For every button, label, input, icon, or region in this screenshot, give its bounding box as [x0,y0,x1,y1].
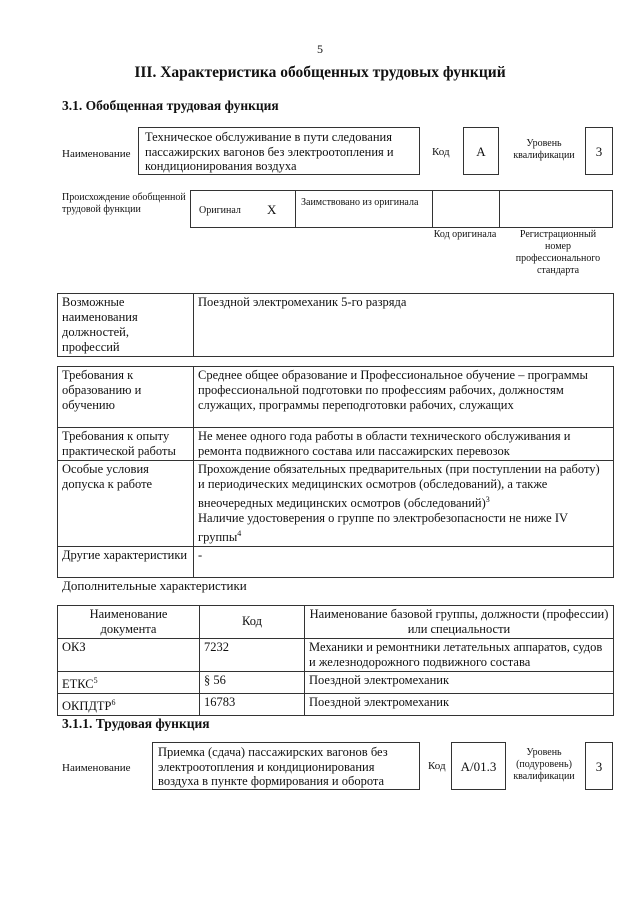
req-conditions-label: Особые условия допуска к работе [58,461,194,547]
tf-code-value: A/01.3 [451,742,506,790]
req-conditions-text1: Прохождение обязательных предварительных (при поступлении на работу) и периодических медицинских осмотров (обследований), а также внеочередных медицинских осмотров (обследований) [198,462,600,511]
additional-name: Поездной электромеханик [305,694,614,716]
page-number: 5 [317,42,323,56]
table-row [58,694,614,716]
origin-original-label: Оригинал [199,205,241,216]
origin-original-mark: X [267,202,277,217]
origin-divider [432,191,433,227]
additional-header-code: Код [200,606,305,639]
origin-reg-label: Регистрационный номер профессионального стандарта [515,229,601,276]
additional-title: Дополнительные характеристики [62,578,247,593]
footnote-mark: 4 [237,529,242,539]
additional-code: 7232 [200,639,305,672]
additional-code: § 56 [200,672,305,694]
gtf-level-label: Уровень квалификации [513,138,575,161]
origin-borrowed-label: Заимствовано из оригинала [301,197,419,208]
req-experience-label: Требования к опыту практической работы [58,428,194,461]
gtf-code-label: Код [432,146,450,158]
positions-label: Возможные наименования должностей, профессий [58,294,194,357]
tf-name-value: Приемка (сдача) пассажирских вагонов без электроотопления и кондиционирования воздуха в пункте формирования и оборота [152,742,420,790]
section-title: III. Характеристика обобщенных трудовых функций [134,64,506,81]
req-experience-value: Не менее одного года работы в области технического обслуживания и ремонта подвижного состава или пассажирских перевозок [194,428,614,461]
tf-level-label: Уровень (подуровень) квалификации [513,747,575,782]
req-education-value: Среднее общее образование и Профессиональное обучение – программы профессиональной подготовки по профессиям рабочих, должностям служащих, программы переподготовки рабочих, служащих [194,367,614,428]
origin-divider [295,191,296,227]
additional-doc: ОКПДТР$^6$ [58,694,200,716]
additional-header-doc: Наименование документа [58,606,200,639]
req-other-value: - [194,547,614,578]
req-conditions-text2: Наличие удостоверения о группе по электробезопасности не ниже IV группы [198,511,568,545]
subsection-heading: 3.1.1. Трудовая функция [62,716,210,731]
tf-level-value: 3 [585,742,613,790]
subsection-heading: 3.1. Обобщенная трудовая функция [62,98,279,113]
additional-name: Поездной электромеханик [305,672,614,694]
origin-divider [499,191,500,227]
additional-name: Механики и ремонтники летательных аппаратов, судов и железнодорожного подвижного состава [305,639,614,672]
req-conditions-value [194,461,614,547]
footnote-mark: 3 [485,495,490,504]
req-education-label: Требования к образованию и обучению [58,367,194,428]
gtf-name-label: Наименование [62,148,131,160]
positions-value: Поездной электромеханик 5-го разряда [194,294,614,357]
gtf-level-value: 3 [585,127,613,175]
req-other-label: Другие характеристики [58,547,194,578]
gtf-code-value: А [463,127,499,175]
additional-header-name: Наименование базовой группы, должности (профессии) или специальности [305,606,614,639]
tf-name-label: Наименование [62,762,131,774]
origin-label: Происхождение обобщенной трудовой функции [62,192,186,215]
additional-code: 16783 [200,694,305,716]
origin-code-label: Код оригинала [433,229,497,240]
origin-table [190,190,613,228]
additional-table [57,605,614,716]
table-row [58,639,614,672]
requirements-table [57,366,614,578]
additional-doc: ОКЗ [58,639,200,672]
positions-table [57,293,614,357]
gtf-name-value: Техническое обслуживание в пути следования пассажирских вагонов без электроотопления и кондиционирования воздуха [138,127,420,175]
table-row [58,672,614,694]
additional-doc: ЕТКС$^5$ [58,672,200,694]
tf-code-label: Код [428,760,446,772]
